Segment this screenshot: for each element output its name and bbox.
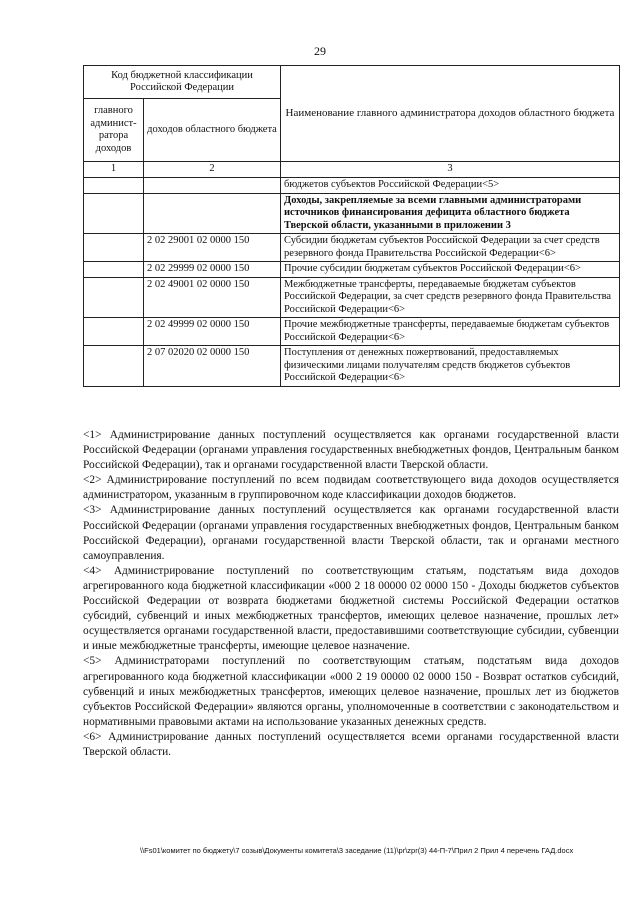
cell-admin bbox=[84, 262, 144, 278]
cell-code: 2 02 49999 02 0000 150 bbox=[144, 318, 281, 346]
cell-admin bbox=[84, 178, 144, 194]
cell-admin bbox=[84, 193, 144, 234]
header-name: Наименование главного администратора доходов областного бюджета bbox=[281, 66, 620, 162]
cell-code: 2 02 49001 02 0000 150 bbox=[144, 277, 281, 318]
footnote-2: <2> Администрирование поступлений по всем подвидам соответствующего вида доходов осуществляется администратором, указанным в группировочном коде классификации доходов бюджетов. bbox=[83, 474, 619, 502]
cell-name: Субсидии бюджетам субъектов Российской Федерации за счет средств резервного фонда Правительства Российской Федерации<6> bbox=[281, 234, 620, 262]
header-row-group bbox=[84, 66, 620, 99]
table-body bbox=[84, 66, 620, 387]
cell-name-section-heading: Доходы, закрепляемые за всеми главными администраторами источников финансирования дефицита областного бюджета Тверской области, указанными в приложении 3 bbox=[281, 193, 620, 234]
cell-code: 2 07 02020 02 0000 150 bbox=[144, 346, 281, 387]
footnote-4: <4> Администрирование поступлений по соответствующим статьям, подстатьям вида доходов агрегированного кода бюджетной классификации «000 2 18 00000 02 0000 150 - Доходы бюджетов субъектов Российской Федерации от возврата бюджетами бюджетной системы Российской Федерации остатков субсидий, субвенций и иных межбюджетных трансфертов, имеющих целевое назначение, прошлых лет» осуществляется органами государственной власти, предоставившими соответствующие субсидии, субвенции и иные межбюджетные трансферты, имеющие целевое назначение. bbox=[83, 564, 619, 653]
footnote-5: <5> Администраторами поступлений по соответствующим статьям, подстатьям вида доходов агрегированного кода бюджетной классификации «000 2 19 00000 02 0000 150 - Возврат остатков субсидий, субвенций и иных межбюджетных трансфертов, имеющих целевое назначение, прошлых лет из бюджетов субъектов Российской Федерации» являются органы, уполномоченные в соответствии с законодательством и нормативными правовыми актами на использование указанных денежных средств. bbox=[83, 655, 619, 728]
cell-code bbox=[144, 178, 281, 194]
cell-code: 2 02 29001 02 0000 150 bbox=[144, 234, 281, 262]
column-number-3: 3 bbox=[281, 162, 620, 178]
page-number: 29 bbox=[314, 44, 326, 58]
table-row bbox=[84, 193, 620, 234]
cell-code: 2 02 29999 02 0000 150 bbox=[144, 262, 281, 278]
header-admin: главного админист-ратора доходов bbox=[84, 99, 144, 162]
column-number-1: 1 bbox=[84, 162, 144, 178]
footnote-6: <6> Администрирование данных поступлений осуществляется всеми органами государственной власти Тверской области. bbox=[83, 730, 619, 758]
cell-name: Прочие субсидии бюджетам субъектов Российской Федерации<6> bbox=[281, 262, 620, 278]
cell-name: Поступления от денежных пожертвований, предоставляемых физическими лицами получателям средств бюджетов субъектов Российской Федерации<6> bbox=[281, 346, 620, 387]
footnotes bbox=[83, 428, 619, 760]
cell-admin bbox=[84, 346, 144, 387]
table-row bbox=[84, 178, 620, 194]
header-code-group: Код бюджетной классификации Российской Федерации bbox=[84, 66, 281, 99]
footnote-3: <3> Администрирование данных поступлений осуществляется как органами государственной власти Российской Федерации (органами управления государственных внебюджетных фондов, Центральным банком Российской Федерации), органами государственной власти Тверской области, так и органами местного самоуправления. bbox=[83, 504, 619, 562]
cell-code bbox=[144, 193, 281, 234]
document-file-path: \\Fs01\комитет по бюджету\7 созыв\Документы комитета\3 заседание (11)\pr\zpr(3) 44-П-7\Прил 2 Прил 4 перечень ГАД.docx bbox=[140, 846, 574, 855]
table-row bbox=[84, 262, 620, 278]
cell-name: Прочие межбюджетные трансферты, передаваемые бюджетам субъектов Российской Федерации<6> bbox=[281, 318, 620, 346]
table-row bbox=[84, 277, 620, 318]
header-revenue-code: доходов областного бюджета bbox=[144, 99, 281, 162]
table-row bbox=[84, 234, 620, 262]
column-number-row bbox=[84, 162, 620, 178]
cell-name: бюджетов субъектов Российской Федерации<5> bbox=[281, 178, 620, 194]
cell-admin bbox=[84, 234, 144, 262]
table-row bbox=[84, 318, 620, 346]
budget-classification-table bbox=[83, 65, 620, 387]
column-number-2: 2 bbox=[144, 162, 281, 178]
footnote-1: <1> Администрирование данных поступлений осуществляется как органами государственной власти Российской Федерации (органами управления государственных внебюджетных фондов, Центральным банком Российской Федерации), так и органами государственной власти Тверской области. bbox=[83, 429, 619, 472]
cell-admin bbox=[84, 318, 144, 346]
cell-name: Межбюджетные трансферты, передаваемые бюджетам субъектов Российской Федерации, за счет средств резервного фонда Правительства Российской Федерации<6> bbox=[281, 277, 620, 318]
table-row bbox=[84, 346, 620, 387]
cell-admin bbox=[84, 277, 144, 318]
